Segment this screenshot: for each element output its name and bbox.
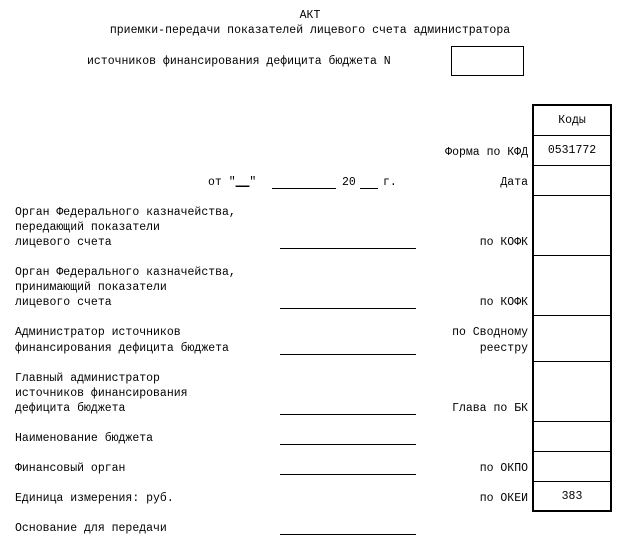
administrator-field[interactable] (280, 354, 416, 355)
receiving-org-code-cell[interactable] (534, 256, 610, 316)
administrator-code-cell[interactable] (534, 316, 610, 362)
date-year: 20 (342, 176, 356, 189)
chief-admin-code-label: Глава по БК (452, 402, 528, 415)
document-title: АКТ (299, 9, 321, 22)
transferring-org-code-cell[interactable] (534, 196, 610, 256)
unit-label: Единица измерения: руб. (15, 492, 174, 505)
transferring-org-label-1: Орган Федерального казначейства, (15, 206, 236, 219)
chief-admin-label-1: Главный администратор (15, 372, 160, 385)
administrator-code-label-2: реестру (479, 342, 528, 355)
form-label: Форма по КФД (445, 146, 528, 159)
date-line (208, 176, 256, 189)
date-label: Дата (500, 176, 528, 189)
chief-admin-field[interactable] (280, 414, 416, 415)
budget-name-field[interactable] (280, 444, 416, 445)
date-code-cell[interactable] (534, 166, 610, 196)
unit-code-cell: 383 (561, 489, 583, 503)
document-subtitle-line2: источников финансирования дефицита бюджета N (87, 55, 391, 68)
unit-code-label: по ОКЕИ (479, 492, 528, 505)
basis-label: Основание для передачи (15, 522, 167, 535)
date-month-line[interactable] (272, 188, 336, 189)
date-year-line[interactable] (360, 188, 378, 189)
receiving-org-code-label: по КОФК (479, 296, 528, 309)
administrator-label-2: финансирования дефицита бюджета (15, 342, 229, 355)
financial-body-field[interactable] (280, 474, 416, 475)
date-suffix: г. (383, 176, 397, 189)
act-number-field[interactable] (451, 46, 524, 76)
date-quote: " (249, 176, 257, 189)
transferring-org-label-2: передающий показатели (15, 221, 160, 234)
administrator-code-label-1: по Сводному (452, 326, 528, 339)
transferring-org-code-label: по КОФК (479, 236, 528, 249)
chief-admin-code-cell[interactable] (534, 362, 610, 422)
document-subtitle: приемки-передачи показателей лицевого счета администратора (109, 24, 511, 37)
codes-column (532, 104, 612, 512)
financial-body-code-cell[interactable] (534, 452, 610, 482)
date-day-blank[interactable]: __ (235, 176, 250, 189)
receiving-org-field[interactable] (280, 308, 416, 309)
transferring-org-field[interactable] (280, 248, 416, 249)
date-prefix: от " (208, 176, 236, 189)
basis-field[interactable] (280, 534, 416, 535)
budget-name-label: Наименование бюджета (15, 432, 154, 445)
codes-header: Коды (534, 106, 610, 136)
receiving-org-label-3: лицевого счета (15, 296, 112, 309)
chief-admin-label-3: дефицита бюджета (15, 402, 126, 415)
form-code-cell: 0531772 (534, 136, 610, 166)
receiving-org-label-1: Орган Федерального казначейства, (15, 266, 236, 279)
administrator-label-1: Администратор источников (15, 326, 181, 339)
transferring-org-label-3: лицевого счета (15, 236, 112, 249)
budget-name-code-cell[interactable] (534, 422, 610, 452)
receiving-org-label-2: принимающий показатели (15, 281, 167, 294)
financial-body-label: Финансовый орган (15, 462, 126, 475)
chief-admin-label-2: источников финансирования (15, 387, 188, 400)
financial-body-code-label: по ОКПО (479, 462, 528, 475)
